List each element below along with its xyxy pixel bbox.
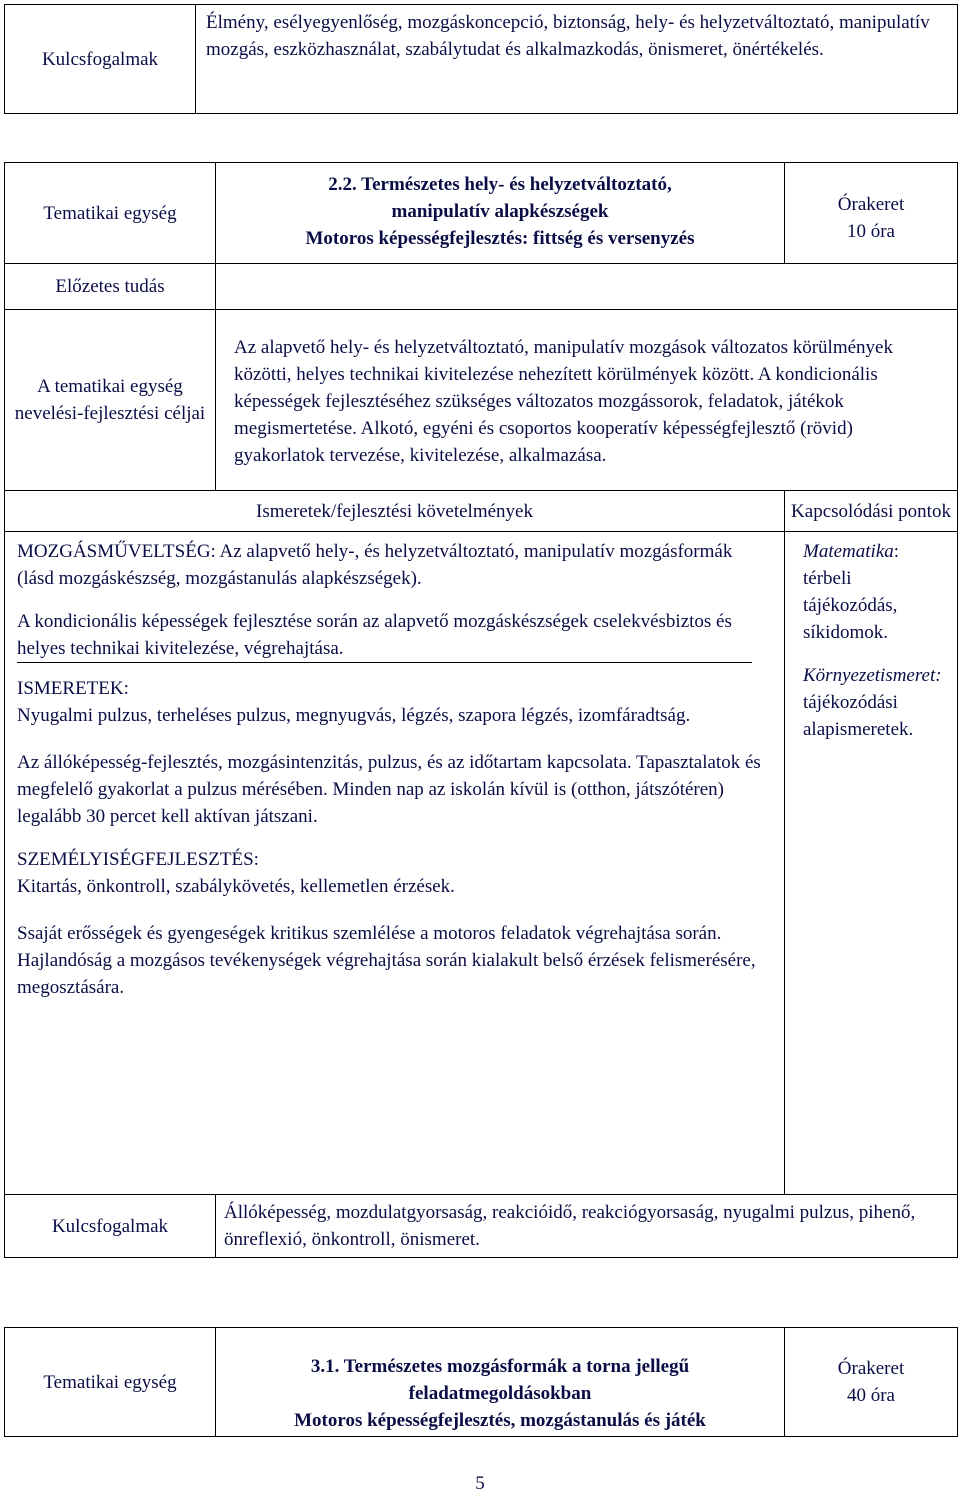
req-paragraph-5 bbox=[17, 846, 768, 900]
req-p3-prefix: ISMERETEK: bbox=[17, 678, 129, 699]
prior-knowledge-label-text: Előzetes tudás bbox=[55, 276, 165, 297]
requirements-content bbox=[5, 532, 785, 1195]
req-p1-text: Az alapvető hely-, és helyzetváltoztató, manipulatív mozgásformák (lásd mozgáskészség, mozgástanulás alapkészségek). bbox=[17, 541, 733, 589]
connection-math-subject: Matematika bbox=[803, 541, 894, 562]
prior-knowledge-content bbox=[216, 264, 958, 310]
connection-env-subject: Környezetismeret bbox=[803, 665, 936, 686]
goals-text: Az alapvető hely- és helyzetváltoztató, manipulatív mozgások változatos körülmények közötti, helyes technikai kivitelezése nehezített körülmények között. A kondicionális képességek fejlesztéséhez szükséges változatos mozgássorok, feladatok, játékok megismertetése. Alkotó, egyéni és csoportos kooperatív képességfejlesztő (rövid) gyakorlatok tervezése, kivitelezése, alkalmazása. bbox=[234, 336, 893, 466]
key-concepts-text-2-content: Állóképesség, mozdulatgyorsaság, reakcióidő, reakciógyorsaság, nyugalmi pulzus, pihenő, önreflexió, önkontroll, önismeret. bbox=[224, 1202, 916, 1250]
goals-content bbox=[216, 310, 958, 491]
hours-cell bbox=[785, 163, 958, 264]
req-paragraph-4: Az állóképesség-fejlesztés, mozgásintenzitás, pulzus, és az időtartam kapcsolata. Tapasztalatok és megfelelő gyakorlat a pulzus mérésében. Minden nap az iskolán kívül is (otthon, játszótéren) legalább 30 percet kell aktívan játszani. bbox=[17, 752, 761, 827]
req-p5-prefix: SZEMÉLYISÉGFEJLESZTÉS: bbox=[17, 849, 259, 870]
req-paragraph-3 bbox=[17, 675, 768, 729]
hours-cell-next bbox=[785, 1328, 958, 1437]
key-concepts-label-text: Kulcsfogalmak bbox=[41, 48, 159, 70]
thematic-unit-table-next bbox=[4, 1327, 958, 1437]
connection-env-text: tájékozódási alapismeretek. bbox=[803, 692, 914, 740]
page-number: 5 bbox=[475, 1473, 485, 1494]
unit-title-line2: manipulatív alapkészségek bbox=[391, 201, 609, 222]
key-concepts-label-2-text: Kulcsfogalmak bbox=[51, 1215, 169, 1237]
key-concepts-table-top bbox=[4, 4, 958, 114]
thematic-unit-label bbox=[5, 163, 216, 264]
connection-math-text: : térbeli tájékozódás, síkidomok. bbox=[803, 541, 900, 643]
unit-title-next-line2: feladatmegoldásokban bbox=[408, 1383, 592, 1404]
key-concepts-label bbox=[5, 5, 196, 114]
req-p3-text: Nyugalmi pulzus, terheléses pulzus, megnyugvás, légzés, szapora légzés, izomfáradtság. bbox=[17, 705, 691, 726]
key-concepts-text-content: Élmény, esélyegyenlőség, mozgáskoncepció, biztonság, hely- és helyzetváltoztató, manipulatív mozgás, eszközhasználat, szabálytudat és alkalmazkodás, önismeret, önértékelés. bbox=[206, 12, 930, 60]
connection-math bbox=[803, 538, 947, 646]
req-paragraph-1 bbox=[17, 538, 768, 592]
req-p1-prefix: MOZGÁSMŰVELTSÉG: bbox=[17, 541, 216, 562]
thematic-unit-table bbox=[4, 162, 958, 1258]
key-concepts-text-2 bbox=[216, 1195, 958, 1258]
req-paragraph-2: A kondicionális képességek fejlesztése során az alapvető mozgáskészségek cselekvésbiztos és helyes technikai kivitelezése, végrehajtása. bbox=[17, 611, 732, 659]
thematic-unit-label-text: Tematikai egység bbox=[43, 202, 177, 224]
connections-content bbox=[785, 532, 958, 1195]
requirements-header-text: Ismeretek/fejlesztési követelmények bbox=[256, 500, 533, 522]
key-concepts-label-2 bbox=[5, 1195, 216, 1258]
unit-title-line1: 2.2. Természetes hely- és helyzetváltoztató, bbox=[328, 174, 672, 195]
hours-label-next: Órakeret bbox=[837, 1358, 905, 1379]
goals-label-text: A tematikai egység nevelési-fejlesztési céljai bbox=[14, 376, 206, 424]
unit-title-next bbox=[216, 1328, 785, 1437]
key-concepts-text bbox=[196, 5, 958, 114]
hours-label: Órakeret bbox=[837, 194, 905, 215]
connection-env-colon: : bbox=[935, 665, 942, 686]
hours-value: 10 óra bbox=[846, 221, 895, 242]
requirements-header bbox=[5, 491, 785, 532]
connections-header bbox=[785, 491, 958, 532]
goals-label bbox=[5, 310, 216, 491]
req-p5-text: Kitartás, önkontroll, szabálykövetés, kellemetlen érzések. bbox=[17, 876, 455, 897]
unit-title bbox=[216, 163, 785, 264]
thematic-unit-label-next bbox=[5, 1328, 216, 1437]
inner-divider bbox=[17, 662, 752, 663]
thematic-unit-label-next-text: Tematikai egység bbox=[43, 1371, 177, 1393]
hours-value-next: 40 óra bbox=[846, 1385, 895, 1406]
req-paragraph-6: Ssaját erősségek és gyengeségek kritikus szemlélése a motoros feladatok végrehajtása során. Hajlandóság a mozgásos tevékenységek végrehajtása során kialakult belső érzések felismerésére, megosztására. bbox=[17, 923, 756, 998]
unit-title-line3: Motoros képességfejlesztés: fittség és versenyzés bbox=[305, 228, 695, 249]
prior-knowledge-label bbox=[5, 264, 216, 310]
connections-header-text: Kapcsolódási pontok bbox=[791, 500, 951, 522]
unit-title-next-line3: Motoros képességfejlesztés, mozgástanulás és játék bbox=[294, 1410, 706, 1431]
connection-env bbox=[803, 662, 947, 743]
unit-title-next-line1: 3.1. Természetes mozgásformák a torna jellegű bbox=[310, 1356, 690, 1377]
